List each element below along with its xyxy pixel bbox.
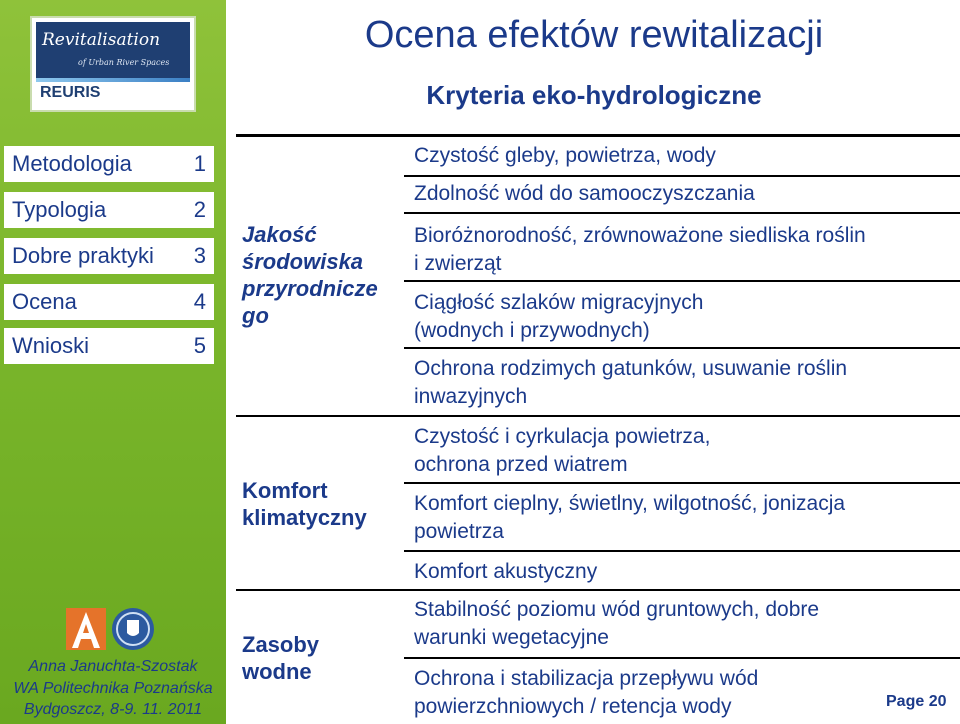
criterion-row [414, 596, 944, 652]
criterion-line: Stabilność poziomu wód gruntowych, dobre [414, 598, 820, 621]
nav-label: Typologia [12, 197, 107, 222]
criterion-line: (wodnych i przywodnych) [414, 319, 650, 342]
nav-item-ocena[interactable] [4, 284, 214, 320]
criterion-row [414, 423, 944, 479]
category-zasoby-wodne [242, 631, 397, 685]
nav-item-typologia[interactable] [4, 192, 214, 228]
page-subtitle: Kryteria eko-hydrologiczne [426, 80, 762, 110]
criterion-row [414, 490, 944, 546]
criterion-line: Zdolność wód do samooczyszczania [414, 182, 755, 205]
criterion-line: Ciągłość szlaków migracyjnych [414, 291, 704, 314]
nav-label: Metodologia [12, 151, 132, 176]
logo-script-text: Revitalisation [42, 30, 161, 50]
nav-item-wnioski[interactable] [4, 328, 214, 364]
university-seal-logo [112, 608, 154, 650]
category-line: klimatyczny [242, 505, 367, 530]
row-divider [404, 589, 960, 591]
row-divider [404, 280, 960, 282]
nav-label: Ocena [12, 289, 77, 314]
nav-number: 1 [193, 151, 206, 176]
criterion-line: ochrona przed wiatrem [414, 453, 628, 476]
category-line: wodne [242, 659, 312, 684]
institution-logos [66, 606, 158, 652]
criterion-line: inwazyjnych [414, 385, 528, 408]
nav-label: Wnioski [12, 333, 90, 358]
nav-label: Dobre praktyki [12, 243, 154, 268]
category-line: go [242, 303, 269, 328]
criterion-row [414, 289, 944, 345]
criterion-row [414, 222, 944, 278]
page-number: Page 20 [886, 693, 947, 710]
criterion-line: Bioróżnorodność, zrównoważone siedliska roślin [414, 224, 866, 247]
category-line: przyrodnicze [242, 276, 378, 301]
author-place-date: Bydgoszcz, 8-9. 11. 2011 [23, 701, 203, 718]
logo-subtitle: of Urban River Spaces [78, 58, 170, 67]
row-divider [404, 175, 960, 177]
row-divider [404, 212, 960, 214]
nav-number: 5 [193, 333, 206, 358]
criterion-line: Ochrona rodzimych gatunków, usuwanie roślin [414, 357, 848, 380]
logo-wave [36, 78, 190, 82]
criterion-line: i zwierząt [414, 252, 502, 275]
criterion-line: Komfort cieplny, świetlny, wilgotność, jonizacja [414, 492, 846, 515]
author-name: Anna Januchta-Szostak [28, 658, 198, 675]
category-line: Zasoby [242, 632, 320, 657]
nav-number: 3 [193, 243, 206, 268]
row-divider [404, 657, 960, 659]
category-divider [236, 415, 404, 417]
nav-item-dobre-praktyki[interactable] [4, 238, 214, 274]
criterion-row [414, 142, 944, 170]
criterion-line: Czystość i cyrkulacja powietrza, [414, 425, 711, 448]
page-title: Ocena efektów rewitalizacji [364, 14, 824, 56]
criterion-line: powierzchniowych / retencja wody [414, 695, 732, 718]
sidebar [0, 0, 226, 724]
nav-number: 2 [193, 197, 206, 222]
table-top-rule [236, 134, 960, 137]
criterion-line: powietrza [414, 520, 504, 543]
criterion-line: Czystość gleby, powietrza, wody [414, 144, 716, 167]
criterion-line: warunki wegetacyjne [414, 626, 609, 649]
university-a-logo [66, 608, 106, 650]
criterion-row [414, 665, 947, 721]
author-affiliation: WA Politechnika Poznańska [13, 680, 213, 697]
category-divider [236, 589, 404, 591]
category-line: Komfort [242, 478, 328, 503]
reuris-logo[interactable] [30, 16, 196, 112]
criterion-row [414, 180, 944, 208]
category-line: Jakość [242, 222, 317, 247]
logo-acronym: REURIS [40, 84, 101, 101]
criterion-line: Ochrona i stabilizacja przepływu wód [414, 667, 759, 690]
criterion-row [414, 355, 944, 411]
nav-number: 4 [193, 289, 206, 314]
criterion-row [414, 558, 944, 586]
category-komfort-klimatyczny [242, 477, 397, 531]
nav-item-metodologia[interactable] [4, 146, 214, 182]
category-jakosc-srodowiska [242, 221, 397, 329]
category-line: środowiska [242, 249, 364, 274]
row-divider [404, 415, 960, 417]
row-divider [404, 550, 960, 552]
row-divider [404, 482, 960, 484]
criterion-line: Komfort akustyczny [414, 560, 598, 583]
row-divider [404, 347, 960, 349]
